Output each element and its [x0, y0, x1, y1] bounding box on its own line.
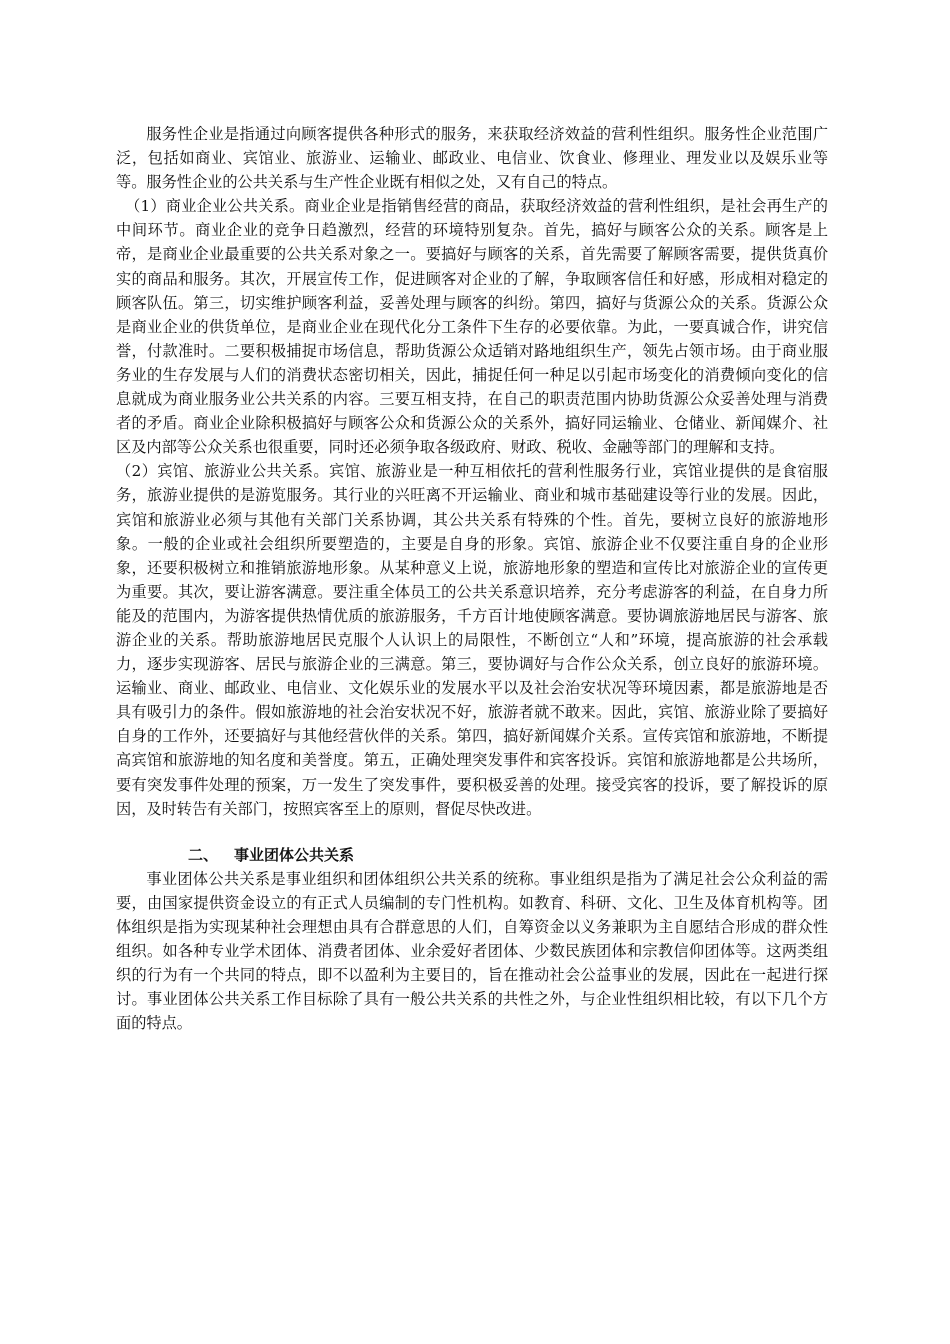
- document-body: [116, 122, 828, 1035]
- paragraph-hotel-tourism: （2）宾馆、旅游业公共关系。宾馆、旅游业是一种互相依托的营利性服务行业，宾馆业提供的是食宿服务，旅游业提供的是游览服务。其行业的兴旺离不开运输业、商业和城市基础建设等行业的发展。因此，宾馆和旅游业必须与其他有关部门关系协调，其公共关系有特殊的个性。首先，要树立良好的旅游地形象。一般的企业或社会组织所要塑造的，主要是自身的形象。宾馆、旅游企业不仅要注重自身的企业形象，还要积极树立和推销旅游地形象。从某种意义上说，旅游地形象的塑造和宣传比对旅游企业的宣传更为重要。其次，要让游客满意。要注重全体员工的公共关系意识培养，充分考虑游客的利益，在自身力所能及的范围内，为游客提供热情优质的旅游服务，千方百计地使顾客满意。要协调旅游地居民与游客、旅游企业的关系。帮助旅游地居民克服个人认识上的局限性，不断创立“人和”环境，提高旅游的社会承载力，逐步实现游客、居民与旅游企业的三满意。第三，要协调好与合作公众关系，创立良好的旅游环境。运输业、商业、邮政业、电信业、文化娱乐业的发展水平以及社会治安状况等环境因素，都是旅游地是否具有吸引力的条件。假如旅游地的社会治安状况不好，旅游者就不敢来。因此，宾馆、旅游业除了要搞好自身的工作外，还要搞好与其他经营伙伴的关系。第四，搞好新闻媒介关系。宣传宾馆和旅游地，不断提高宾馆和旅游地的知名度和美誉度。第五，正确处理突发事件和宾客投诉。宾馆和旅游地都是公共场所，要有突发事件处理的预案，万一发生了突发事件，要积极妥善的处理。接受宾客的投诉，要了解投诉的原因，及时转告有关部门，按照宾客至上的原则，督促尽快改进。: [116, 462, 828, 818]
- paragraph-commerce-enterprise: （1）商业企业公共关系。商业企业是指销售经营的商品，获取经济效益的营利性组织，是社会再生产的中间环节。商业企业的竞争日趋激烈，经营的环境特别复杂。首先，搞好与顾客公众的关系。顾客是上帝，是商业企业最重要的公共关系对象之一。要搞好与顾客的关系，首先需要了解顾客需要，提供货真价实的商品和服务。其次，开展宣传工作，促进顾客对企业的了解，争取顾客信任和好感，形成相对稳定的顾客队伍。第三，切实维护顾客利益，妥善处理与顾客的纠纷。第四，搞好与货源公众的关系。货源公众是商业企业的供货单位，是商业企业在现代化分工条件下生存的必要依靠。为此，一要真诚合作，讲究信誉，付款准时。二要积极捕捉市场信息，帮助货源公众适销对路地组织生产，领先占领市场。由于商业服务业的生存发展与人们的消费状态密切相关，因此，捕捉任何一种足以引起市场变化的消费倾向变化的信息就成为商业服务业公共关系的内容。三要互相支持，在自己的职责范围内协助货源公众妥善处理与消费者的矛盾。商业企业除积极搞好与顾客公众和货源公众的关系外，搞好同运输业、仓储业、新闻媒介、社区及内部等公众关系也很重要，同时还必须争取各级政府、财政、税收、金融等部门的理解和支持。: [116, 197, 828, 457]
- section-heading-number: 二、: [188, 845, 219, 864]
- paragraph-service-enterprise-intro: 服务性企业是指通过向顾客提供各种形式的服务，来获取经济效益的营利性组织。服务性企业范围广泛，包括如商业、宾馆业、旅游业、运输业、邮政业、电信业、饮食业、修理业、理发业以及娱乐业等等。服务性企业的公共关系与生产性企业既有相似之处，又有自己的特点。: [116, 125, 828, 192]
- section-heading: [116, 843, 828, 867]
- section-heading-title: 事业团体公共关系: [234, 845, 355, 864]
- paragraph-public-organization: 事业团体公共关系是事业组织和团体组织公共关系的统称。事业组织是指为了满足社会公众利益的需要，由国家提供资金设立的有正式人员编制的专门性机构。如教育、科研、文化、卫生及体育机构等。团体组织是指为实现某种社会理想由具有合群意思的人们，自筹资金以义务兼职为主自愿结合形成的群众性组织。如各种专业学术团体、消费者团体、业余爱好者团体、少数民族团体和宗教信仰团体等。这两类组织的行为有一个共同的特点，即不以盈利为主要目的，旨在推动社会公益事业的发展，因此在一起进行探讨。事业团体公共关系工作目标除了具有一般公共关系的共性之外，与企业性组织相比较，有以下几个方面的特点。: [116, 869, 828, 1033]
